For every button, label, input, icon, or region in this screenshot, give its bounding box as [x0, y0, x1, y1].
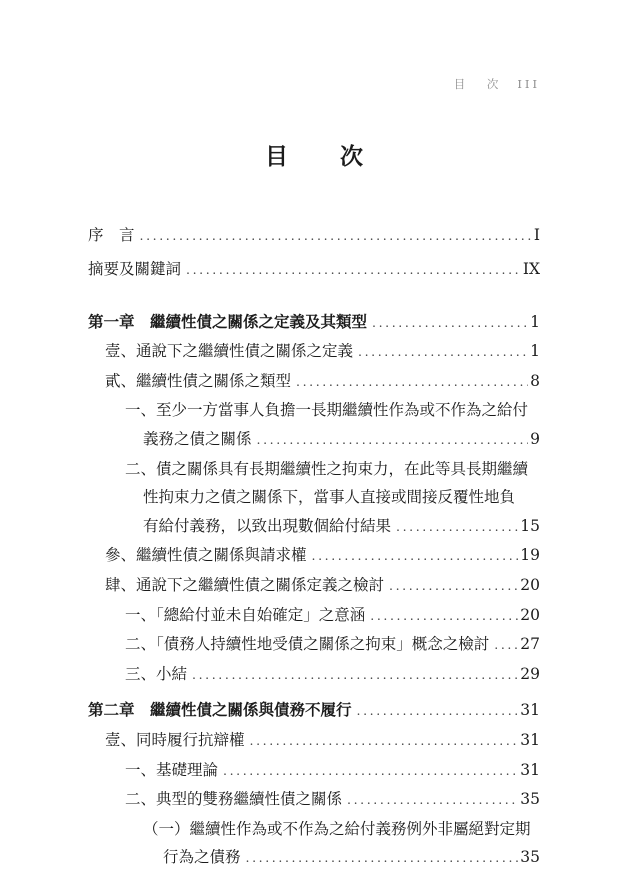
toc-entry-page: 27 [520, 635, 540, 654]
toc-entry-text: 第二章 繼續性債之關係與債務不履行 [88, 700, 352, 720]
table-of-contents [88, 221, 540, 873]
toc-row [88, 483, 540, 512]
dot-leader [370, 602, 518, 631]
toc-entry-page: 31 [520, 760, 540, 779]
toc-row [88, 541, 540, 571]
toc-row [88, 726, 540, 756]
toc-row [88, 601, 540, 631]
dot-leader [186, 256, 521, 285]
dot-leader [250, 727, 519, 756]
dot-leader [246, 844, 519, 873]
toc-entry-text: 義務之債之關係 [143, 430, 252, 449]
dot-leader [347, 786, 518, 815]
toc-entry-text: 二、「債務人持續性地受債之關係之拘束」概念之檢討 [125, 635, 490, 654]
page-title: 目 次 [264, 143, 385, 170]
toc-entry-text: 摘要及關鍵詞 [88, 260, 182, 279]
toc-row-chapter [88, 696, 540, 726]
toc-entry-text: 序 言 [88, 226, 135, 244]
toc-entry-text: 壹、同時履行抗辯權 [105, 731, 245, 749]
toc-entry-page: 1 [530, 342, 540, 361]
dot-leader [358, 338, 528, 367]
toc-entry-text: 一、「總給付並未自始確定」之意涵 [125, 605, 366, 624]
dot-leader [140, 222, 532, 251]
dot-leader [257, 426, 529, 455]
toc-entry-page: 9 [530, 430, 540, 449]
toc-row [88, 630, 540, 660]
dot-leader [192, 661, 518, 690]
toc-entry-page: 20 [520, 605, 540, 624]
dot-leader [389, 572, 518, 601]
toc-row [88, 337, 540, 367]
toc-entry-text: 貳、繼續性債之關係之類型 [105, 371, 292, 390]
running-header-page-number: III [517, 77, 540, 91]
toc-entry-page: 31 [520, 701, 540, 720]
toc-row [88, 843, 540, 873]
toc-row [88, 367, 540, 397]
toc-entry-text: 肆、通說下之繼續性債之關係定義之檢討 [105, 576, 385, 595]
toc-entry-text: 參、繼續性債之關係與請求權 [105, 546, 307, 565]
toc-row [88, 756, 540, 786]
dot-leader [223, 757, 518, 786]
toc-row [88, 815, 540, 844]
dot-leader [312, 542, 519, 571]
toc-row [88, 255, 540, 285]
toc-entry-text: 有給付義務，以致出現數個給付結果 [143, 516, 392, 535]
dot-leader [396, 513, 518, 542]
toc-entry-text: 性拘束力之債之關係下，當事人直接或間接反覆性地負 [143, 488, 516, 507]
toc-entry-text: 第一章 繼續性債之關係之定義及其類型 [88, 311, 368, 331]
toc-row [88, 512, 540, 542]
toc-entry-text: 三、小結 [125, 664, 188, 683]
dot-leader [372, 309, 528, 338]
toc-row [88, 221, 540, 251]
toc-entry-page: 8 [530, 371, 540, 390]
toc-entry-page: 35 [520, 790, 540, 809]
toc-entry-page: I [533, 226, 540, 244]
dot-leader [296, 368, 528, 397]
dot-leader [494, 631, 518, 660]
toc-row [88, 455, 540, 484]
toc-entry-page: 15 [520, 516, 540, 535]
toc-row [88, 396, 540, 425]
toc-entry-text: 二、債之關係具有長期繼續性之拘束力，在此等具長期繼續 [125, 459, 529, 478]
toc-entry-text: （一）繼續性作為或不作為之給付義務例外非屬絕對定期 [143, 819, 531, 838]
toc-entry-text: 一、基礎理論 [125, 760, 219, 779]
running-header [88, 76, 540, 92]
toc-row [88, 785, 540, 815]
toc-entry-page: 20 [520, 576, 540, 595]
toc-entry-page: IX [522, 260, 540, 279]
running-header-section: 目 次 [453, 77, 508, 91]
toc-entry-page: 19 [520, 546, 540, 565]
toc-entry-page: 35 [520, 848, 540, 867]
toc-entry-text: 二、典型的雙務繼續性債之關係 [125, 790, 343, 809]
toc-row [88, 425, 540, 455]
toc-row [88, 571, 540, 601]
toc-row-chapter [88, 308, 540, 338]
toc-entry-text: 壹、通說下之繼續性債之關係之定義 [105, 342, 354, 361]
toc-entry-text: 行為之債務 [163, 848, 241, 867]
toc-entry-page: 29 [520, 664, 540, 683]
toc-entry-page: 1 [530, 312, 540, 331]
title-block [88, 138, 540, 171]
toc-row [88, 660, 540, 690]
toc-entry-page: 31 [520, 731, 540, 749]
toc-entry-text: 一、至少一方當事人負擔一長期繼續性作為或不作為之給付 [125, 401, 529, 420]
dot-leader [357, 697, 519, 726]
